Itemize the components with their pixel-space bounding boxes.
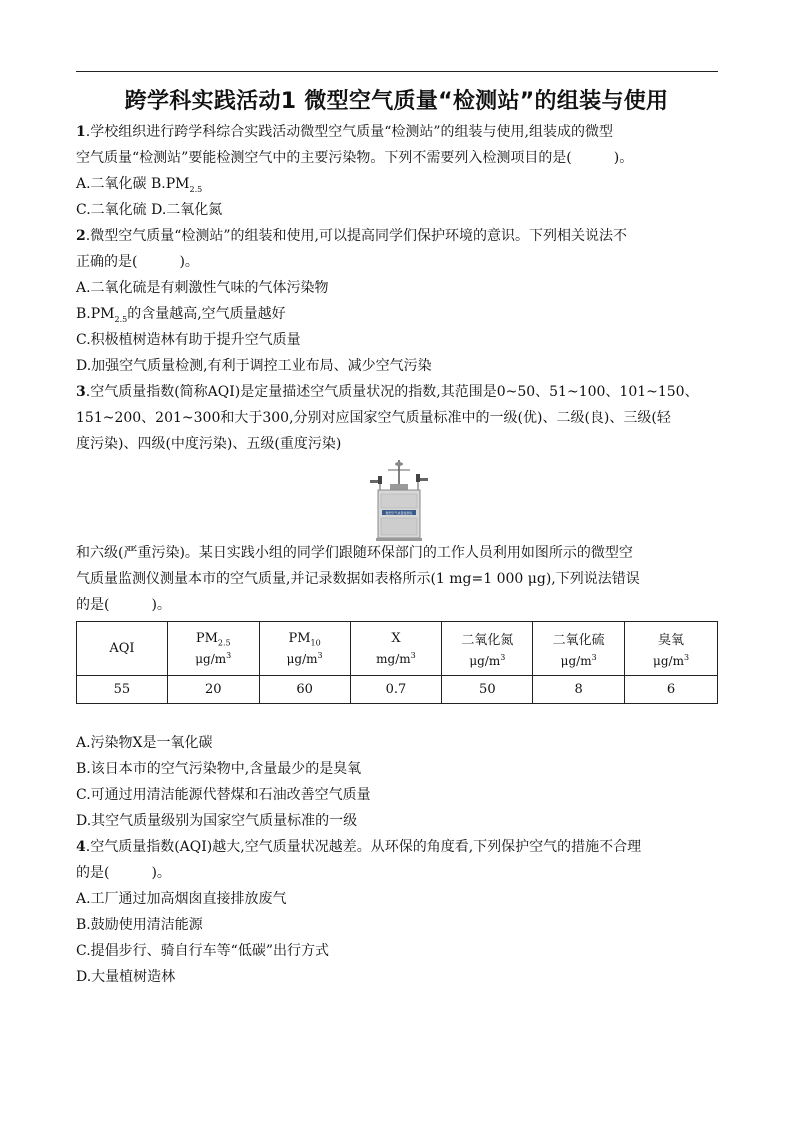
q3-stem-line1: 3.空气质量指数(简称AQI)是定量描述空气质量状况的指数,其范围是0~50、51~100、101~150、 — [76, 384, 699, 400]
header-so2: 二氧化硫 $\mu g/m^3$ — [533, 622, 625, 676]
table-row — [77, 676, 718, 704]
cell-o3: 6 — [625, 676, 718, 704]
q2-stem-line2: 正确的是( )。 — [76, 254, 199, 270]
q3-stem-line2: 151~200、201~300和大于300,分别对应国家空气质量标准中的一级(优)、二级(良)、三级(轻 — [76, 410, 671, 426]
q3-option-b: B.该日本市的空气污染物中,含量最少的是臭氧 — [76, 761, 362, 777]
q3-option-c: C.可通过用清洁能源代替煤和石油改善空气质量 — [76, 787, 371, 803]
q4-option-c: C.提倡步行、骑自行车等“低碳”出行方式 — [76, 943, 329, 959]
cell-x: 0.7 — [350, 676, 442, 704]
q3-option-a: A.污染物X是一氧化碳 — [76, 735, 213, 751]
table-header-row — [77, 622, 718, 676]
q3-stem-line6: 的是( )。 — [76, 597, 171, 613]
q4-option-d: D.大量植树造林 — [76, 969, 176, 985]
q3-option-d: D.其空气质量级别为国家空气质量标准的一级 — [76, 813, 358, 829]
q3-stem-line4: 和六级(严重污染)。某日实践小组的同学们跟随环保部门的工作人员利用如图所示的微型空 — [76, 545, 633, 561]
q3-stem-line3: 度污染)、四级(中度污染)、五级(重度污染) — [76, 436, 342, 452]
cell-no2: 50 — [442, 676, 533, 704]
header-pm25: $PM_{2.5}$ $\mu g/m^3$ — [167, 622, 259, 676]
q2-option-a: A.二氧化硫是有刺激性气味的气体污染物 — [76, 280, 329, 296]
q2-option-c: C.积极植树造林有助于提升空气质量 — [76, 332, 301, 348]
cell-aqi: 55 — [77, 676, 168, 704]
q4-stem-line2: 的是( )。 — [76, 865, 171, 881]
q1-option-a: A.二氧化碳 — [76, 176, 147, 192]
header-pm10: $PM_{10}$ $\mu g/m^3$ — [259, 622, 350, 676]
header-rule — [76, 71, 718, 72]
page-title: 跨学科实践活动1 微型空气质量“检测站”的组装与使用 — [124, 89, 669, 114]
q4-option-b: B.鼓励使用清洁能源 — [76, 917, 203, 933]
svg-text:微型空气质量监测仪: 微型空气质量监测仪 — [385, 511, 413, 515]
q1-option-c: C.二氧化硫 — [76, 202, 147, 218]
air-quality-table — [76, 621, 718, 704]
cell-so2: 8 — [533, 676, 625, 704]
q1-option-b: $B.PM_{2.5}$ — [151, 176, 203, 194]
header-no2: 二氧化氮 $\mu g/m^3$ — [442, 622, 533, 676]
q1-stem-line2: 空气质量“检测站”要能检测空气中的主要污染物。下列不需要列入检测项目的是( )。 — [76, 150, 634, 166]
q1-options-ab — [76, 174, 736, 194]
q1-stem-line1: 1.学校组织进行跨学科综合实践活动微型空气质量“检测站”的组装与使用,组装成的微型 — [76, 124, 613, 140]
header-o3: 臭氧 $\mu g/m^3$ — [625, 622, 718, 676]
q4-stem-line1: 4.空气质量指数(AQI)越大,空气质量状况越差。从环保的角度看,下列保护空气的措施不合理 — [76, 839, 642, 855]
air-monitor-device-image — [364, 458, 434, 542]
cell-pm10: 60 — [259, 676, 350, 704]
cell-pm25: 20 — [167, 676, 259, 704]
q2-option-b: $B.PM_{2.5}$的含量越高,空气质量越好 — [76, 306, 286, 324]
q2-stem-line1: 2.微型空气质量“检测站”的组装和使用,可以提高同学们保护环境的意识。下列相关说法不 — [76, 228, 627, 244]
header-aqi: AQI — [77, 622, 168, 676]
q1-option-d: D.二氧化氮 — [151, 202, 223, 218]
q2-option-d: D.加强空气质量检测,有利于调控工业布局、减少空气污染 — [76, 358, 432, 374]
q3-stem-line5: 气质量监测仪测量本市的空气质量,并记录数据如表格所示(1 mg=1 000 μg),下列说法错误 — [76, 571, 640, 587]
q1-options-cd — [76, 200, 736, 220]
header-x: X $mg/m^3$ — [350, 622, 442, 676]
q4-option-a: A.工厂通过加高烟囱直接排放废气 — [76, 891, 287, 907]
